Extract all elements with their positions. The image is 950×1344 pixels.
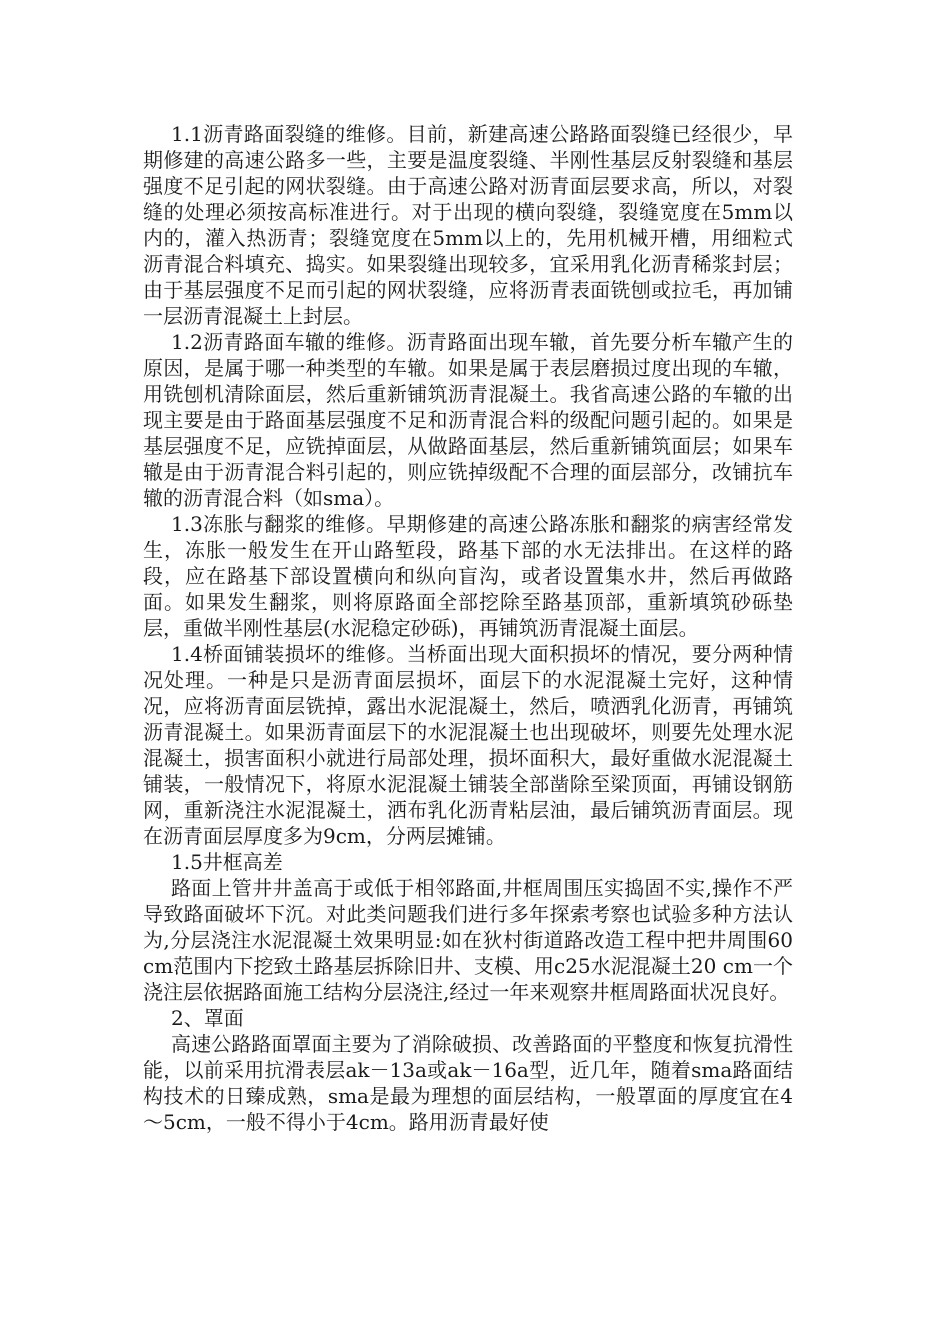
document-body [143, 121, 793, 1135]
heading-overlay: 2、罩面 [171, 1006, 244, 1030]
paragraph-crack-repair: 1.1沥青路面裂缝的维修。目前，新建高速公路路面裂缝已经很少，早期修建的高速公路多一些，主要是温度裂缝、半刚性基层反射裂缝和基层强度不足引起的网状裂缝。由于高速公路对沥青面层要求高，所以，对裂缝的处理必须按高标准进行。对于出现的横向裂缝，裂缝宽度在5mm以内的，灌入热沥青；裂缝宽度在5mm以上的，先用机械开槽，用细粒式沥青混合料填充、捣实。如果裂缝出现较多，宜采用乳化沥青稀浆封层；由于基层强度不足而引起的网状裂缝，应将沥青表面铣刨或拉毛，再加铺一层沥青混凝土上封层。 [143, 122, 793, 328]
paragraph-manhole-frame: 路面上管井井盖高于或低于相邻路面,井框周围压实捣固不实,操作不严导致路面破坏下沉。对此类问题我们进行多年探索考察也试验多种方法认为,分层浇注水泥混凝土效果明显:如在狄村街道路改造工程中把井周围60 cm范围内下挖致土路基层拆除旧井、支模、用c25水泥混凝土20 cm一个浇注层依据路面施工结构分层浇注,经过一年来观察井框周路面状况良好。 [143, 876, 793, 1004]
paragraph-bridge-deck-repair: 1.4桥面铺装损坏的维修。当桥面出现大面积损坏的情况，要分两种情况处理。一种是只是沥青面层损坏，面层下的水泥混凝土完好，这种情况，应将沥青面层铣掉，露出水泥混凝土，然后，喷洒乳化沥青，再铺筑沥青混凝土。如果沥青面层下的水泥混凝土也出现破坏，则要先处理水泥混凝土，损害面积小就进行局部处理，损坏面积大，最好重做水泥混凝土铺装，一般情况下，将原水泥混凝土铺装全部凿除至梁顶面，再铺设钢筋网，重新浇注水泥混凝土，洒布乳化沥青粘层油，最后铺筑沥青面层。现在沥青面层厚度多为9cm，分两层摊铺。 [143, 642, 793, 848]
heading-manhole-frame: 1.5井框高差 [171, 850, 283, 874]
paragraph-overlay: 高速公路路面罩面主要为了消除破损、改善路面的平整度和恢复抗滑性能，以前采用抗滑表层ak－13a或ak－16a型，近几年，随着sma路面结构技术的日臻成熟，sma是最为理想的面层结构，一般罩面的厚度宜在4～5cm，一般不得小于4cm。路用沥青最好使 [143, 1032, 793, 1134]
paragraph-rutting-repair: 1.2沥青路面车辙的维修。沥青路面出现车辙，首先要分析车辙产生的原因，是属于哪一种类型的车辙。如果是属于表层磨损过度出现的车辙，用铣刨机清除面层，然后重新铺筑沥青混凝土。我省高速公路的车辙的出现主要是由于路面基层强度不足和沥青混合料的级配问题引起的。如果是基层强度不足，应铣掉面层，从做路面基层，然后重新铺筑面层；如果车辙是由于沥青混合料引起的，则应铣掉级配不合理的面层部分，改铺抗车辙的沥青混合料（如sma）。 [143, 330, 793, 510]
paragraph-frost-heave-repair: 1.3冻胀与翻浆的维修。早期修建的高速公路冻胀和翻浆的病害经常发生，冻胀一般发生在开山路堑段，路基下部的水无法排出。在这样的路段，应在路基下部设置横向和纵向盲沟，或者设置集水井，然后再做路面。如果发生翻浆，则将原路面全部挖除至路基顶部，重新填筑砂砾垫层，重做半刚性基层(水泥稳定砂砾)，再铺筑沥青混凝土面层。 [143, 512, 793, 640]
